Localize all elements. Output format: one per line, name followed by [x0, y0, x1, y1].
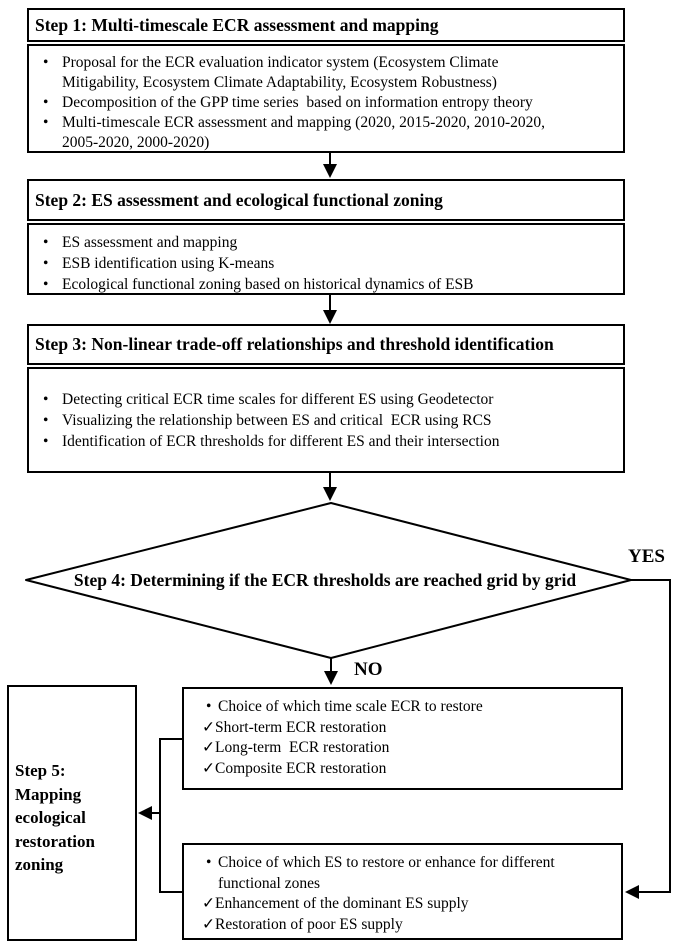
ecr-restoration-choice-box: [182, 687, 623, 790]
step1-title: Step 1: Multi-timescale ECR assessment and mapping: [35, 14, 439, 35]
check-item: [202, 894, 613, 915]
check-item: [202, 759, 613, 780]
bullet-text: Identification of ECR thresholds for different ES and their intersection: [62, 433, 500, 450]
bullet-text: Mitigability, Ecosystem Climate Adaptability, Ecosystem Robustness): [62, 74, 497, 91]
step5-title-line: zoning: [15, 855, 64, 874]
yes-branch-line: [631, 580, 670, 892]
bullet-text: ES assessment and mapping: [62, 234, 238, 251]
arrowhead-step1-to-step2: [323, 164, 337, 178]
bullet-item: [43, 93, 617, 113]
check-icon: ✓: [202, 759, 215, 777]
step1-title-box: [27, 8, 625, 42]
step5-box: [7, 685, 137, 941]
arrowhead-step3-to-step4: [323, 487, 337, 501]
step2-body-box: [27, 223, 625, 295]
bullet-item: [43, 253, 617, 274]
bullet-text: Decomposition of the GPP time series based on information entropy theory: [62, 94, 533, 111]
bullet-text: Choice of which time scale ECR to restore: [218, 698, 483, 715]
bullet-item: [43, 274, 617, 295]
bullet-dot: •: [43, 234, 49, 251]
bullet-text: Ecological functional zoning based on historical dynamics of ESB: [62, 276, 474, 293]
connector-bracket: [160, 739, 182, 892]
step2-title-box: [27, 179, 625, 221]
bullet-dot: •: [43, 391, 49, 408]
bullet-text: ESB identification using K-means: [62, 255, 275, 272]
arrowhead-no-branch: [324, 671, 338, 685]
step4-decision-label: Step 4: Determining if the ECR thresholds are reached grid by grid: [73, 570, 577, 590]
no-label: NO: [354, 659, 383, 680]
step1-body-box: [27, 44, 625, 153]
bullet-dot: •: [43, 276, 49, 293]
check-text: Short-term ECR restoration: [215, 718, 387, 736]
yes-label: YES: [628, 546, 665, 567]
step5-title-line: Step 5:: [15, 761, 66, 780]
bullet-item: [43, 53, 617, 93]
check-icon: ✓: [202, 895, 215, 912]
bullet-item: [43, 232, 617, 253]
es-restoration-choice-box: [182, 843, 623, 940]
bullet-text: 2005-2020, 2000-2020): [62, 134, 210, 151]
check-text: Restoration of poor ES supply: [215, 915, 403, 933]
bullet-text: Visualizing the relationship between ES and critical ECR using RCS: [62, 412, 492, 429]
arrowhead-step2-to-step3: [323, 310, 337, 324]
arrowhead-yes-branch: [625, 885, 639, 899]
step3-title: Step 3: Non-linear trade-off relationships and threshold identification: [35, 334, 554, 354]
step5-title-line: restoration: [15, 831, 95, 851]
check-item: [202, 738, 613, 759]
check-item: [202, 915, 613, 936]
step5-title-line: Mapping: [15, 784, 82, 804]
bullet-dot: •: [43, 255, 49, 272]
bullet-dot: •: [43, 412, 49, 429]
step5-title-line: ecological: [15, 808, 86, 827]
bullet-dot: •: [43, 54, 49, 71]
bullet-text: Multi-timescale ECR assessment and mapping (2020, 2015-2020, 2010-2020,: [62, 114, 546, 131]
bullet-item: [43, 431, 617, 452]
check-item: [202, 718, 613, 739]
step2-title: Step 2: ES assessment and ecological functional zoning: [35, 189, 443, 210]
bullet-dot: •: [206, 698, 212, 715]
check-icon: ✓: [202, 718, 215, 736]
arrowhead-to-step5: [138, 806, 152, 820]
step3-body-box: [27, 367, 625, 473]
bullet-dot: •: [43, 433, 49, 450]
check-icon: ✓: [202, 915, 215, 933]
bullet-item: [206, 697, 613, 718]
bullet-text: Detecting critical ECR time scales for different ES using Geodetector: [62, 391, 494, 408]
bullet-text: Choice of which ES to restore or enhance for different: [218, 854, 555, 871]
bullet-dot: •: [43, 114, 49, 131]
bullet-item: [43, 113, 617, 153]
bullet-dot: •: [206, 854, 212, 871]
bullet-item: [43, 389, 617, 410]
bullet-item: [43, 410, 617, 431]
check-icon: ✓: [202, 739, 215, 756]
check-text: Composite ECR restoration: [215, 759, 387, 777]
check-text: Long-term ECR restoration: [215, 739, 390, 756]
bullet-text: Proposal for the ECR evaluation indicator system (Ecosystem Climate: [62, 54, 499, 71]
check-text: Enhancement of the dominant ES supply: [215, 895, 469, 912]
bullet-item: [206, 853, 613, 894]
bullet-text: functional zones: [218, 874, 321, 892]
step3-title-box: [27, 324, 625, 365]
bullet-dot: •: [43, 94, 49, 111]
